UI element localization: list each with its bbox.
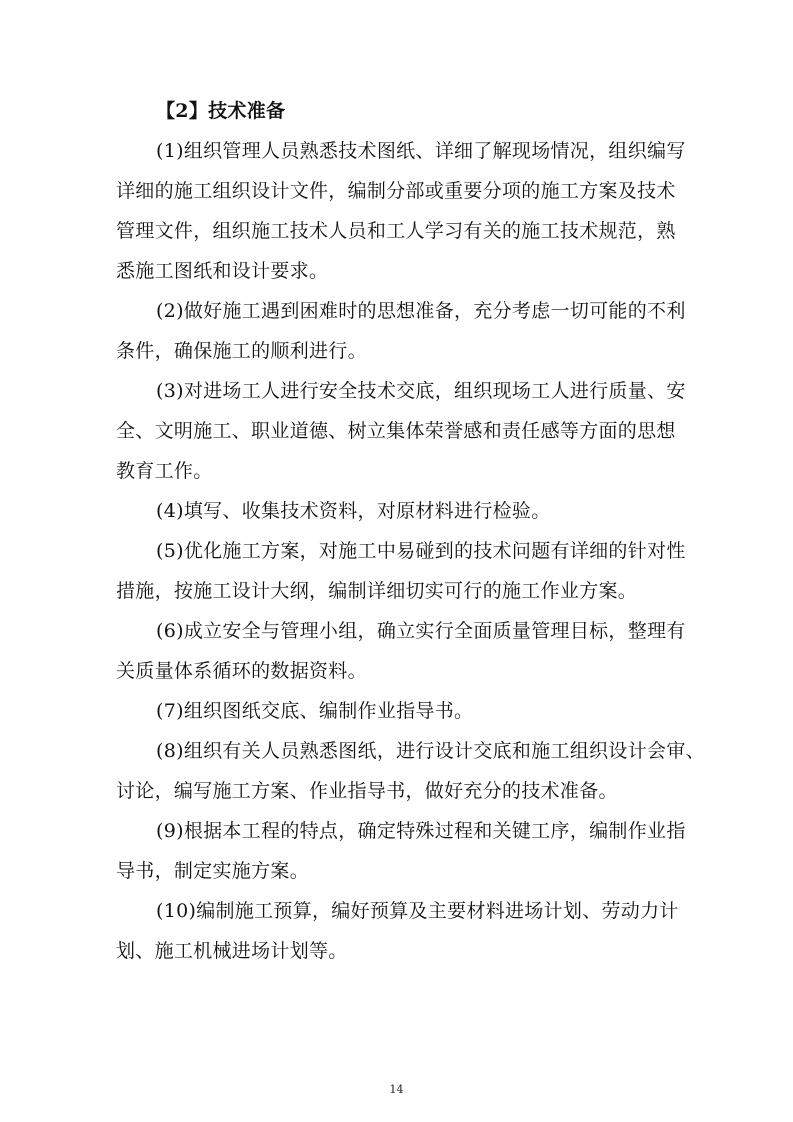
paragraph-line: (10)编制施工预算，编好预算及主要材料进场计划、劳动力计 bbox=[156, 900, 679, 922]
paragraph-line: 关质量体系循环的数据资料。 bbox=[116, 660, 367, 682]
paragraph-line: (1)组织管理人员熟悉技术图纸、详细了解现场情况，组织编写 bbox=[156, 140, 686, 162]
paragraph-2 bbox=[116, 291, 686, 371]
paragraph-line: 悉施工图纸和设计要求。 bbox=[116, 260, 329, 282]
paragraph-1 bbox=[116, 131, 686, 291]
document-body bbox=[116, 91, 705, 971]
paragraph-line: 详细的施工组织设计文件，编制分部或重要分项的施工方案及技术 bbox=[116, 180, 676, 202]
paragraph-6 bbox=[116, 611, 686, 691]
paragraph-8 bbox=[116, 731, 705, 811]
paragraph-line: 全、文明施工、职业道德、树立集体荣誉感和责任感等方面的思想 bbox=[116, 420, 676, 442]
paragraph-line: 讨论，编写施工方案、作业指导书，做好充分的技术准备。 bbox=[116, 780, 618, 802]
paragraph-4 bbox=[116, 491, 672, 531]
paragraph-line: (6)成立安全与管理小组，确立实行全面质量管理目标，整理有 bbox=[156, 620, 686, 642]
paragraph-5 bbox=[116, 531, 686, 611]
paragraph-line: 导书，制定实施方案。 bbox=[116, 860, 310, 882]
paragraph-line: (8)组织有关人员熟悉图纸，进行设计交底和施工组织设计会审、 bbox=[156, 740, 705, 762]
paragraph-7 bbox=[116, 691, 672, 731]
paragraph-line: (9)根据本工程的特点，确定特殊过程和关键工序，编制作业指 bbox=[156, 820, 686, 842]
paragraph-9 bbox=[116, 811, 686, 891]
paragraph-10 bbox=[116, 891, 679, 971]
paragraph-3 bbox=[116, 371, 686, 491]
paragraph-line: (7)组织图纸交底、编制作业指导书。 bbox=[156, 700, 474, 722]
paragraph-line: 教育工作。 bbox=[116, 460, 213, 482]
paragraph-line: 管理文件，组织施工技术人员和工人学习有关的施工技术规范，熟 bbox=[116, 220, 676, 242]
paragraph-line: (2)做好施工遇到困难时的思想准备，充分考虑一切可能的不利 bbox=[156, 300, 686, 322]
paragraph-line: (4)填写、收集技术资料，对原材料进行检验。 bbox=[156, 500, 551, 522]
paragraph-line: 措施，按施工设计大纲，编制详细切实可行的施工作业方案。 bbox=[116, 580, 638, 602]
page-number: 14 bbox=[389, 1083, 404, 1096]
paragraph-line: (3)对进场工人进行安全技术交底，组织现场工人进行质量、安 bbox=[156, 380, 686, 402]
paragraph-line: (5)优化施工方案，对施工中易碰到的技术问题有详细的针对性 bbox=[156, 540, 686, 562]
section-heading: 【2】技术准备 bbox=[156, 100, 286, 122]
paragraph-line: 条件，确保施工的顺利进行。 bbox=[116, 340, 367, 362]
paragraph-line: 划、施工机械进场计划等。 bbox=[116, 940, 348, 962]
